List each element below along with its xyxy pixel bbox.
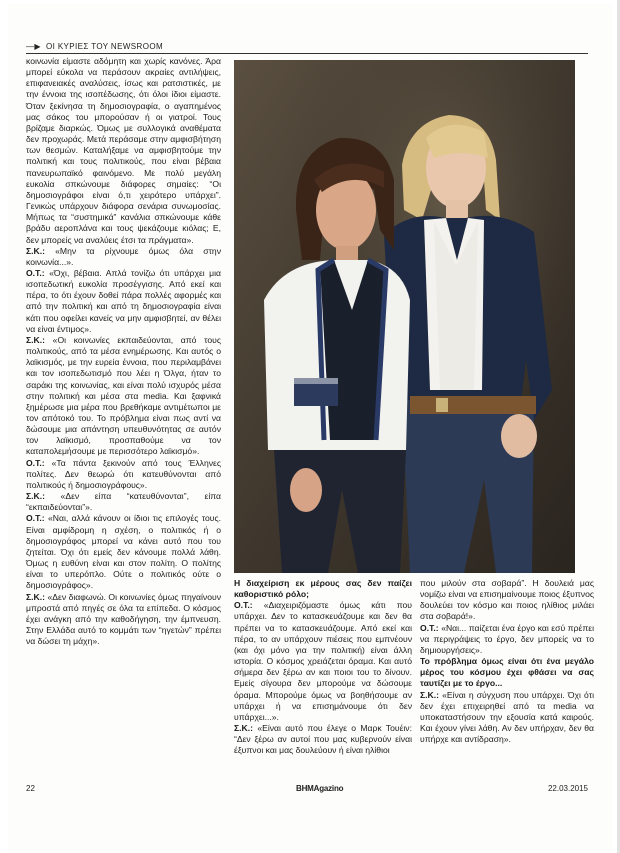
speaker-ot-paragraph — [234, 600, 412, 723]
paragraph-text: «Τα πάντα ξεκινούν από τους Έλληνες πολίτες. Δεν θεωρώ ότι κατευθύνονται από πολιτικούς ή δημοσιογράφους». — [26, 457, 221, 490]
speaker-label: Ο.Τ.: — [26, 457, 45, 468]
interview-question: Η διαχείριση εκ μέρους σας δεν παίζει καθοριστικό ρόλο; — [234, 578, 412, 600]
portrait-image — [234, 60, 575, 573]
photo-two-journalists — [234, 60, 575, 573]
speaker-label: Ο.Τ.: — [420, 622, 439, 633]
speaker-label: Σ.Κ.: — [26, 491, 46, 502]
speaker-sk-paragraph — [234, 723, 412, 756]
paragraph-text: «Δεν διαφωνώ. Οι κοινωνίες όμως πηγαίνουν μπροστά από πηγές σε όλα τα επίπεδα. Ο κόσμος έχει ανάγκη από την καθοδήγηση, την έμπνευση. Στην Ελλάδα αυτό το κομμάτι των “ηγετών” πρέπει να δώσει τη μάχη». — [26, 591, 221, 647]
speaker-label: Ο.Τ.: — [26, 267, 45, 278]
header-rule — [26, 53, 588, 54]
speaker-ot-paragraph — [26, 268, 221, 335]
interview-question: Το πρόβλημα όμως είναι ότι ένα μεγάλο μέρος του κόσμου έχει φθάσει να σας ταυτίζει με το έργο... — [420, 656, 594, 689]
page-number: 22 — [26, 784, 35, 793]
paragraph-text: «Μην τα ρίχνουμε όμως όλα στην κοινωνία...». — [26, 245, 221, 267]
speaker-sk-paragraph — [26, 592, 221, 648]
paragraph-text: που μιλούν στα σοβαρά”. Η δουλειά μας νομίζω είναι να επισημαίνουμε ποιος έξυπνος δουλεύει τον κόσμο και ποιος ηλίθιος μιλάει στα σοβαρά!». — [420, 578, 594, 622]
section-header — [26, 42, 163, 51]
paragraph-text: «Όχι, βέβαια. Απλά τονίζω ότι υπάρχει μια ισοπεδωτική ευκολία προσέγγισης. Από εκεί και πέρα, το ότι έχουν δοθεί πάρα πολλές αφορμές και από την πολιτική και από τη δημοσιογραφία είναι κάτι που οφείλει κανείς να μην αμφισβητεί, αν θέλει να είναι έντιμος». — [26, 267, 221, 334]
section-title: ΟΙ ΚΥΡΙΕΣ ΤΟΥ NEWSROOM — [45, 42, 164, 51]
speaker-label: Σ.Κ.: — [26, 334, 46, 345]
speaker-ot-paragraph — [26, 458, 221, 491]
paragraph-text: «Ναι... παίζεται ένα έργο και εσύ πρέπει να περιγράψεις το έργο, δεν μπορείς να το δημιουργήσεις». — [420, 622, 594, 655]
speaker-label: Σ.Κ.: — [234, 723, 254, 734]
paragraph-text: κοινωνία είμαστε αδόμητη και χωρίς κανόνες. Άρα μπορεί εύκολα να περάσουν ακραίες αντιλήψεις, επιφανειακές αναλύσεις, ίσως και ρατσιστικές, με την έννοια της ισοπέδωσης, ότι όλοι ίδιοι είμαστε. Όταν ξεκίνησα τη δημοσιογραφία, ο αγαπημένος μας σάκος του μπορούσαν ή οι γιατροί. Τους βρίζαμε διαρκώς. Όμως με συλλογικά αναθέματα δεν προχωράς. Μετά περάσαμε στην αμφισβήτηση των θεσμών. Καταλήξαμε να αμφισβητούμε την πολιτική και τους πολιτικούς, που είναι βέβαια πανευρωπαϊκό φαινόμενο. Με πολύ μεγάλη ευκολία σπκώνουμε διάφορες σημαίες: “Οι δημοσιογράφοι είναι ό,τι χειρότερο υπάρχει”. Γενικώς υπάρχουν διάφορα σενάρια συνωμοσίας. Μήπως τα “συστημικά” κανάλια σπκώνουμε κάθε βράδυ αεροπλάνα και τους ψεκάζουμε κιόλας; Ε, δεν μπορείς να αναλύεις έτσι τα πράγματα». — [26, 56, 221, 245]
paragraph-text: «Είναι αυτό που έλεγε ο Μαρκ Τουέιν: “Δεν ξέρω αν αυτοί που μας κυβερνούν είναι έξυπνοι και μας δουλεύουν ή είναι ηλίθιοι — [234, 723, 412, 756]
paragraph-text: «Ναι, αλλά κάνουν οι ίδιοι τις επιλογές τους. Είναι αμφίδρομη η σχέση, ο πολιτικός ή ο δημοσιογράφος μπορεί να κάνει αυτό που του ζητείται. Όχι ότι εμείς δεν κάνουμε πολλά λάθη. Όμως η ευθύνη είναι και στον πολίτη. Ο πολίτης είναι το υπερόπλο. Ούτε ο πολιτικός ούτε ο δημοσιογράφος». — [26, 513, 221, 591]
arrow-right-icon: —▶ — [26, 42, 41, 51]
speaker-label: Ο.Τ.: — [234, 600, 253, 611]
speaker-sk-paragraph — [26, 491, 221, 513]
paragraph-text: «Οι κοινωνίες εκπαιδεύονται, από τους πολιτικούς, από τα μέσα ενημέρωσης. Και αυτός ο λαϊκισμός, με την ευρεία έννοια, που περιλαμβάνει και τον ισοπεδωτισμό που λέει η Όλγα, ήταν το σαράκι της κοινωνίας, και είναι πολύ ισχυρός μέσα στην πολιτική και μέσα στα media. Και ξαφνικά ξημέρωσε μια μέρα που βρεθήκαμε αντιμέτωποι με τον απότοκό του. Το πρόβλημα είναι πως αντί να δώσουμε μια απάντηση υπευθυνότητας σε αυτόν τον λαϊκισμό, προσπαθούμε να τον καταπολεμήσουμε με περισσότερο λαϊκισμό». — [26, 334, 221, 457]
paragraph-text: «Δεν είπα “κατευθύνονται”, είπα “εκπαιδεύονται”». — [26, 491, 221, 513]
issue-date: 22.03.2015 — [547, 784, 588, 793]
speaker-sk-paragraph — [420, 690, 594, 746]
speaker-label: Σ.Κ.: — [26, 591, 46, 602]
magazine-logo: ΒΗΜAgazino — [296, 784, 344, 793]
speaker-sk-paragraph — [26, 246, 221, 268]
paragraph-text: «Είναι η σύγχυση που υπάρχει. Όχι ότι δεν έχει επιχειρηθεί από τα media να υποκαταστήσουν την εξουσία κατά καιρούς. Και έχουν γίνει λάθη. Αν δεν υπήρχαν, δεν θα υπήρχε και αντίδραση». — [420, 689, 595, 745]
column-2 — [234, 578, 412, 757]
speaker-ot-paragraph — [420, 623, 594, 656]
column-1 — [26, 56, 221, 647]
speaker-label: Σ.Κ.: — [26, 245, 46, 256]
speaker-label: Ο.Τ.: — [26, 513, 45, 524]
speaker-sk-paragraph — [26, 335, 221, 458]
speaker-label: Σ.Κ.: — [420, 689, 440, 700]
column-3 — [420, 578, 594, 745]
speaker-ot-paragraph — [26, 513, 221, 591]
paragraph-text: «Διαχειριζόμαστε όμως κάτι που υπάρχει. Δεν το κατασκευάζουμε και δεν θα πρέπει να το κατασκευάζουμε. Από εκεί και πέρα, το αν υπάρχουν πιέσεις που εμπνέουν (και όχι μόνο για την πολιτική) είναι άλλη ιστορία. Ο κόσμος χρειάζεται όραμα. Και αυτό σήμερα δεν ξέρω αν και ποιοι του το δίνουν. Εμείς σίγουρα δεν μπορούμε να δώσουμε όραμα. Μπορούμε όμως να βοηθήσουμε αν υπάρχει ή να επισημάνουμε ότι δεν υπάρχει...». — [234, 600, 413, 722]
